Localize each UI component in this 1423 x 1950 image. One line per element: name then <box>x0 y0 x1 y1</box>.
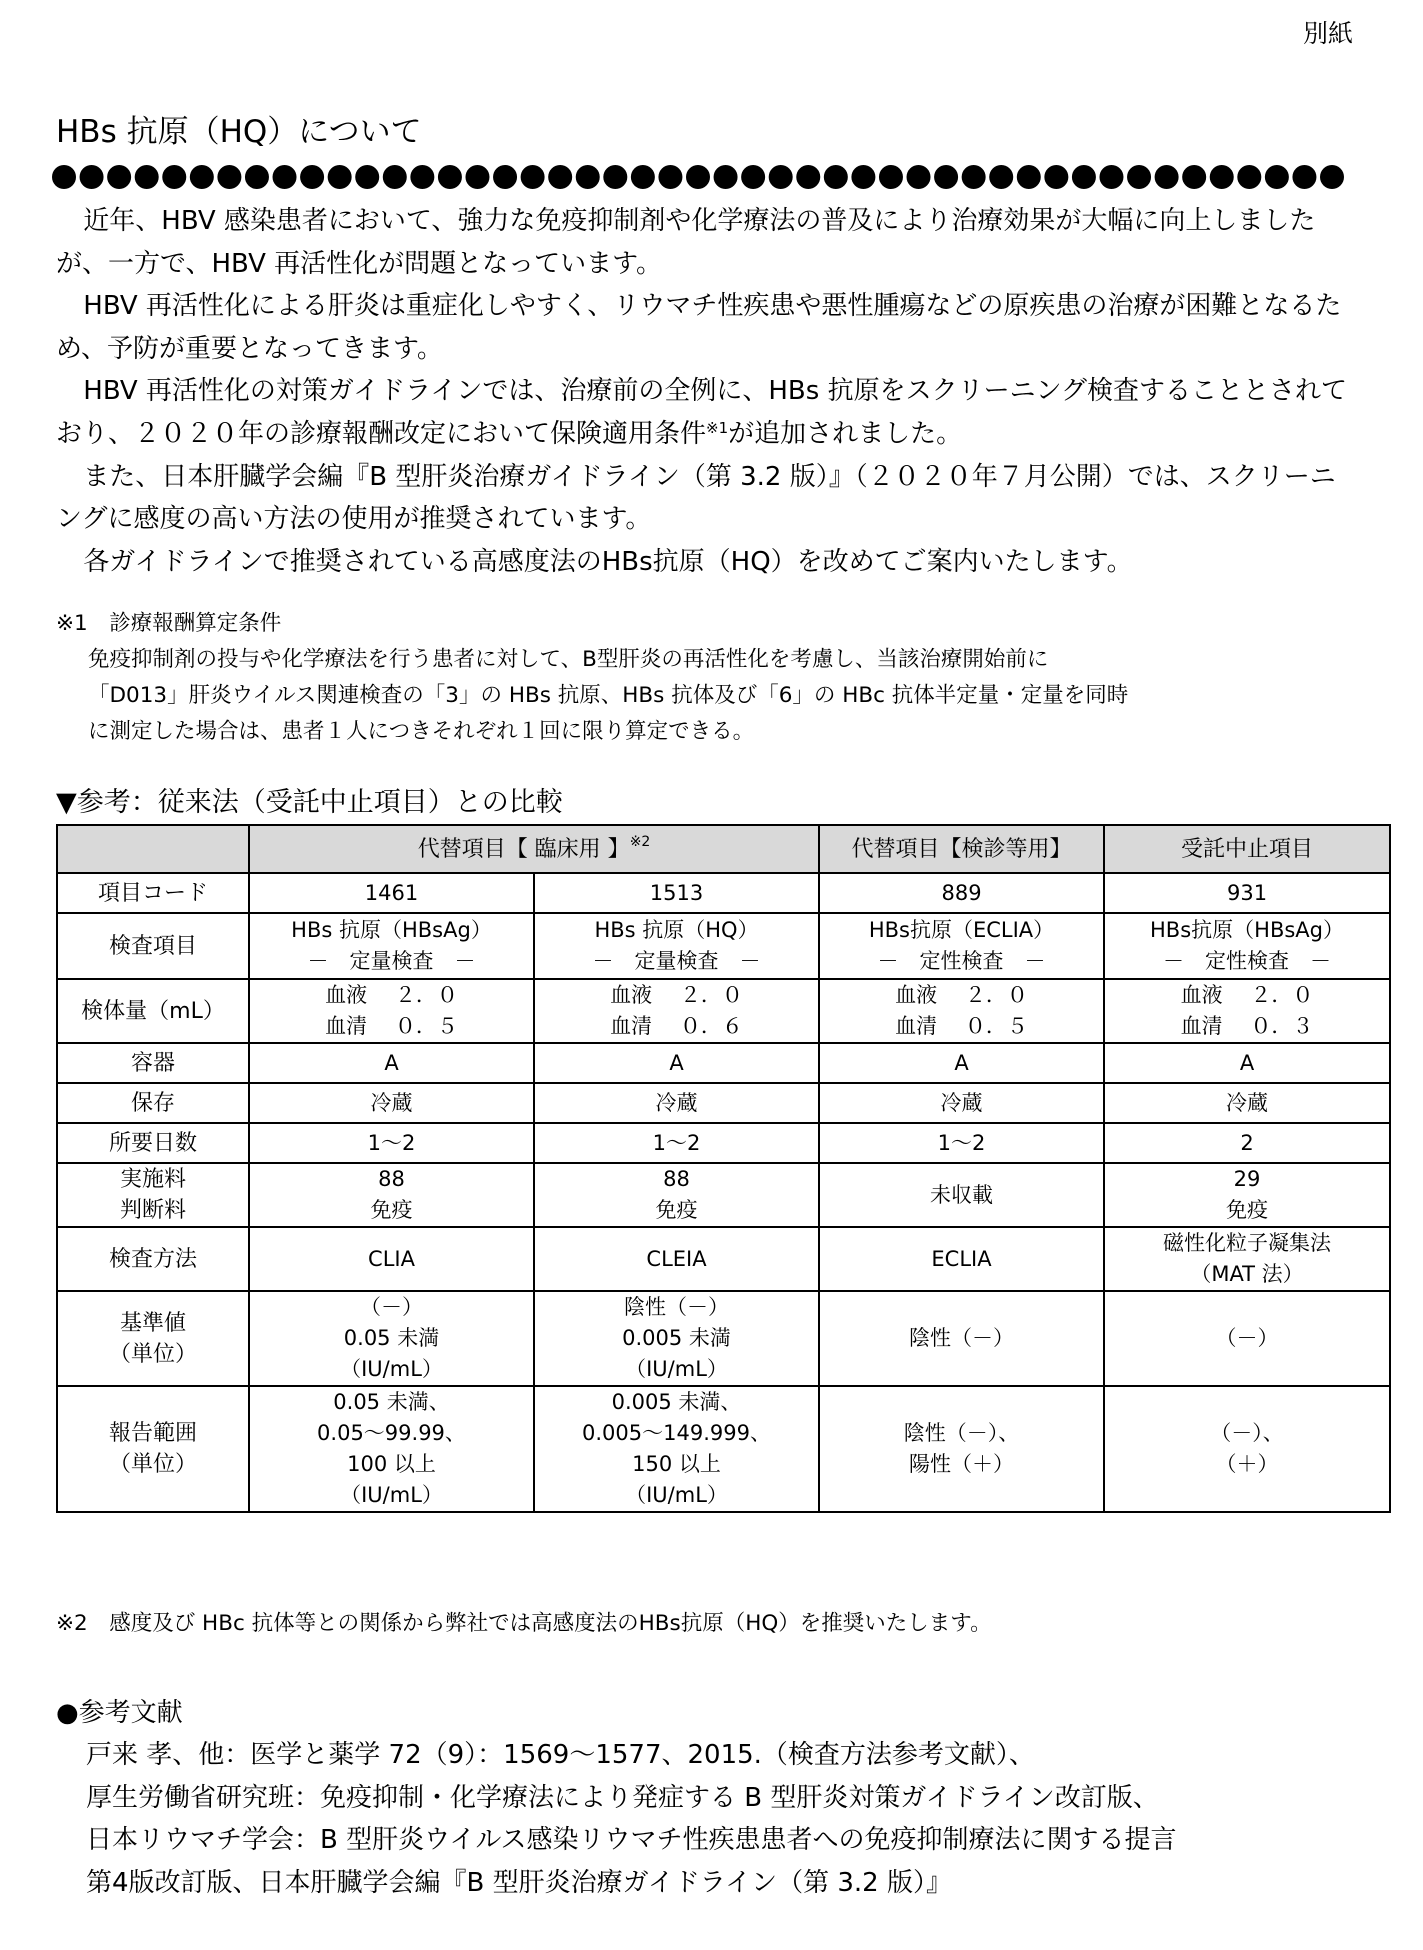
table-cell: 88 免疫 <box>249 1163 534 1227</box>
row-label: 項目コード <box>57 873 249 913</box>
divider-dot <box>824 165 848 189</box>
table-row <box>57 913 1390 979</box>
divider-dot <box>1237 165 1261 189</box>
divider-dot <box>355 165 379 189</box>
table-cell: HBs 抗原（HQ） － 定量検査 － <box>534 913 819 979</box>
row-label: 実施料 判断料 <box>57 1163 249 1227</box>
footnote-line: 免疫抑制剤の投与や化学療法を行う患者に対して、B型肝炎の再活性化を考慮し、当該治療開始前に <box>88 647 1049 672</box>
table-cell: 血液 ２．０ 血清 ０．３ <box>1104 979 1390 1043</box>
table-cell: CLIA <box>249 1227 534 1291</box>
divider-dot <box>135 165 159 189</box>
table-cell: （－） <box>1104 1291 1390 1386</box>
table-cell: 冷蔵 <box>534 1083 819 1123</box>
footnote-line: 「D013」肝炎ウイルス関連検査の「3」の HBs 抗原、HBs 抗体及び「6」の HBc 抗体半定量・定量を同時 <box>88 683 1129 708</box>
divider-dot <box>576 165 600 189</box>
table-header-cell <box>57 825 249 873</box>
table-header-cell <box>249 825 819 873</box>
table-header-cell: 代替項目【検診等用】 <box>819 825 1104 873</box>
divider-dot <box>300 165 324 189</box>
table-cell: 1～2 <box>249 1123 534 1163</box>
footnote-ref: ※1 <box>706 418 729 437</box>
table-cell: 1～2 <box>534 1123 819 1163</box>
divider-dot <box>1017 165 1041 189</box>
table-row <box>57 873 1390 913</box>
row-label: 検体量（mL） <box>57 979 249 1043</box>
table-cell: 冷蔵 <box>1104 1083 1390 1123</box>
table-cell: 血液 ２．０ 血清 ０．６ <box>534 979 819 1043</box>
footnote-1 <box>56 606 1356 750</box>
divider-dot <box>52 165 76 189</box>
intro-paragraph: また、日本肝臓学会編『B 型肝炎治療ガイドライン（第 3.2 版）』（２０２０年７月公開）では、スクリーニングに感度の高い方法の使用が推奨されています。 <box>56 461 1336 535</box>
divider-dot <box>1127 165 1151 189</box>
divider-dot <box>521 165 545 189</box>
table-cell: HBs 抗原（HBsAg） － 定量検査 － <box>249 913 534 979</box>
table-row <box>57 1386 1390 1512</box>
table-row <box>57 1227 1390 1291</box>
divider-dot <box>1155 165 1179 189</box>
divider-dot <box>245 165 269 189</box>
intro-text-segment: HBV 再活性化の対策ガイドラインでは、治療前の全例に、HBs 抗原をスクリーニング検査することとされており、２０２０年の診療報酬改定において保険適用条件 <box>56 376 1348 449</box>
table-cell: 1461 <box>249 873 534 913</box>
divider-dot <box>1044 165 1068 189</box>
table-cell: A <box>534 1043 819 1083</box>
table-cell: 1513 <box>534 873 819 913</box>
dot-divider <box>52 160 1344 194</box>
table-cell: CLEIA <box>534 1227 819 1291</box>
table-row <box>57 1083 1390 1123</box>
divider-dot <box>80 165 104 189</box>
divider-dot <box>686 165 710 189</box>
reference-line: 戸来 孝、他：医学と薬学 72（9）：1569～1577、2015.（検査方法参考文献）、 <box>86 1740 1035 1770</box>
table-row <box>57 1123 1390 1163</box>
table-cell: HBs抗原（HBsAg） － 定性検査 － <box>1104 913 1390 979</box>
table-cell: 2 <box>1104 1123 1390 1163</box>
table-cell: 1～2 <box>819 1123 1104 1163</box>
table-row <box>57 979 1390 1043</box>
divider-dot <box>907 165 931 189</box>
divider-dot <box>658 165 682 189</box>
table-cell: 931 <box>1104 873 1390 913</box>
table-cell: HBs抗原（ECLIA） － 定性検査 － <box>819 913 1104 979</box>
row-label: 保存 <box>57 1083 249 1123</box>
divider-dot <box>714 165 738 189</box>
reference-line: 日本リウマチ学会：B 型肝炎ウイルス感染リウマチ性疾患患者への免疫抑制療法に関する提言 <box>86 1825 1177 1856</box>
divider-dot <box>769 165 793 189</box>
divider-dot <box>879 165 903 189</box>
row-label: 検査項目 <box>57 913 249 979</box>
references-heading: ●参考文献 <box>56 1698 183 1728</box>
table-cell: 磁性化粒子凝集法 （MAT 法） <box>1104 1227 1390 1291</box>
row-label: 容器 <box>57 1043 249 1083</box>
table-cell: 889 <box>819 873 1104 913</box>
reference-line: 厚生労働省研究班：免疫抑制・化学療法により発症する B 型肝炎対策ガイドライン改訂版、 <box>86 1782 1159 1813</box>
divider-dot <box>1292 165 1316 189</box>
divider-dot <box>328 165 352 189</box>
footnote-line: に測定した場合は、患者１人につきそれぞれ１回に限り算定できる。 <box>88 719 755 744</box>
divider-dot <box>162 165 186 189</box>
table-row <box>57 1043 1390 1083</box>
divider-dot <box>603 165 627 189</box>
divider-dot <box>851 165 875 189</box>
table-row <box>57 1291 1390 1386</box>
divider-dot <box>410 165 434 189</box>
footnote-2: ※2 感度及び HBc 抗体等との関係から弊社では高感度法のHBs抗原（HQ）を推奨いたします。 <box>56 1611 992 1636</box>
divider-dot <box>190 165 214 189</box>
table-cell: 血液 ２．０ 血清 ０．５ <box>249 979 534 1043</box>
comparison-table <box>56 824 1391 1513</box>
row-label: 所要日数 <box>57 1123 249 1163</box>
footnote-ref: ※2 <box>629 833 651 850</box>
intro-paragraph: 各ガイドラインで推奨されている高感度法のHBs抗原（HQ）を改めてご案内いたします。 <box>83 546 1133 577</box>
divider-dot <box>217 165 241 189</box>
table-row <box>57 1163 1390 1227</box>
divider-dot <box>107 165 131 189</box>
row-label: 検査方法 <box>57 1227 249 1291</box>
table-cell: 血液 ２．０ 血清 ０．５ <box>819 979 1104 1043</box>
table-cell: 冷蔵 <box>819 1083 1104 1123</box>
table-cell: 0.05 未満、 0.05～99.99、 100 以上 （IU/mL） <box>249 1386 534 1512</box>
divider-dot <box>934 165 958 189</box>
divider-dot <box>962 165 986 189</box>
table-cell: A <box>1104 1043 1390 1083</box>
table-cell: 冷蔵 <box>249 1083 534 1123</box>
table-heading: ▼参考：従来法（受託中止項目）との比較 <box>56 787 563 818</box>
table-cell: A <box>819 1043 1104 1083</box>
table-cell: （－）、 （＋） <box>1104 1386 1390 1512</box>
divider-dot <box>1265 165 1289 189</box>
table-cell: 陰性（－）、 陽性（＋） <box>819 1386 1104 1512</box>
table-cell: A <box>249 1043 534 1083</box>
table-cell: 29 免疫 <box>1104 1163 1390 1227</box>
divider-dot <box>1320 165 1344 189</box>
table-cell: ECLIA <box>819 1227 1104 1291</box>
intro-paragraph: 近年、HBV 感染患者において、強力な免疫抑制剤や化学療法の普及により治療効果が大幅に向上しましたが、一方で、HBV 再活性化が問題となっています。 <box>56 206 1316 279</box>
divider-dot <box>796 165 820 189</box>
divider-dot <box>383 165 407 189</box>
divider-dot <box>1210 165 1234 189</box>
reference-line: 第4版改訂版、日本肝臓学会編『B 型肝炎治療ガイドライン（第 3.2 版）』 <box>86 1867 952 1898</box>
table-cell: 陰性（－） 0.005 未満 （IU/mL） <box>534 1291 819 1386</box>
intro-paragraph: HBV 再活性化による肝炎は重症化しやすく、リウマチ性疾患や悪性腫瘍などの原疾患の治療が困難となるため、予防が重要となってきます。 <box>56 291 1342 364</box>
references-list <box>86 1734 1386 1904</box>
table-cell: 0.005 未満、 0.005～149.999、 150 以上 （IU/mL） <box>534 1386 819 1512</box>
divider-dot <box>631 165 655 189</box>
divider-dot <box>273 165 297 189</box>
footnote-heading: ※1 診療報酬算定条件 <box>56 611 282 636</box>
divider-dot <box>1182 165 1206 189</box>
page-title: HBs 抗原（HQ）について <box>56 114 422 150</box>
table-cell: 88 免疫 <box>534 1163 819 1227</box>
table-header-cell: 受託中止項目 <box>1104 825 1390 873</box>
intro-text <box>56 200 1356 583</box>
divider-dot <box>465 165 489 189</box>
divider-dot <box>989 165 1013 189</box>
attachment-label: 別紙 <box>1302 19 1353 48</box>
divider-dot <box>1099 165 1123 189</box>
table-cell: 未収載 <box>819 1163 1104 1227</box>
intro-paragraph <box>56 370 1356 455</box>
divider-dot <box>548 165 572 189</box>
divider-dot <box>493 165 517 189</box>
divider-dot <box>741 165 765 189</box>
table-header-row <box>57 825 1390 873</box>
table-cell: 陰性（－） <box>819 1291 1104 1386</box>
divider-dot <box>438 165 462 189</box>
intro-text-segment: が追加されました。 <box>728 418 963 449</box>
table-cell: （－） 0.05 未満 （IU/mL） <box>249 1291 534 1386</box>
row-label: 報告範囲 （単位） <box>57 1386 249 1512</box>
divider-dot <box>1072 165 1096 189</box>
row-label: 基準値 （単位） <box>57 1291 249 1386</box>
header-text: 代替項目【 臨床用 】 <box>417 836 630 862</box>
